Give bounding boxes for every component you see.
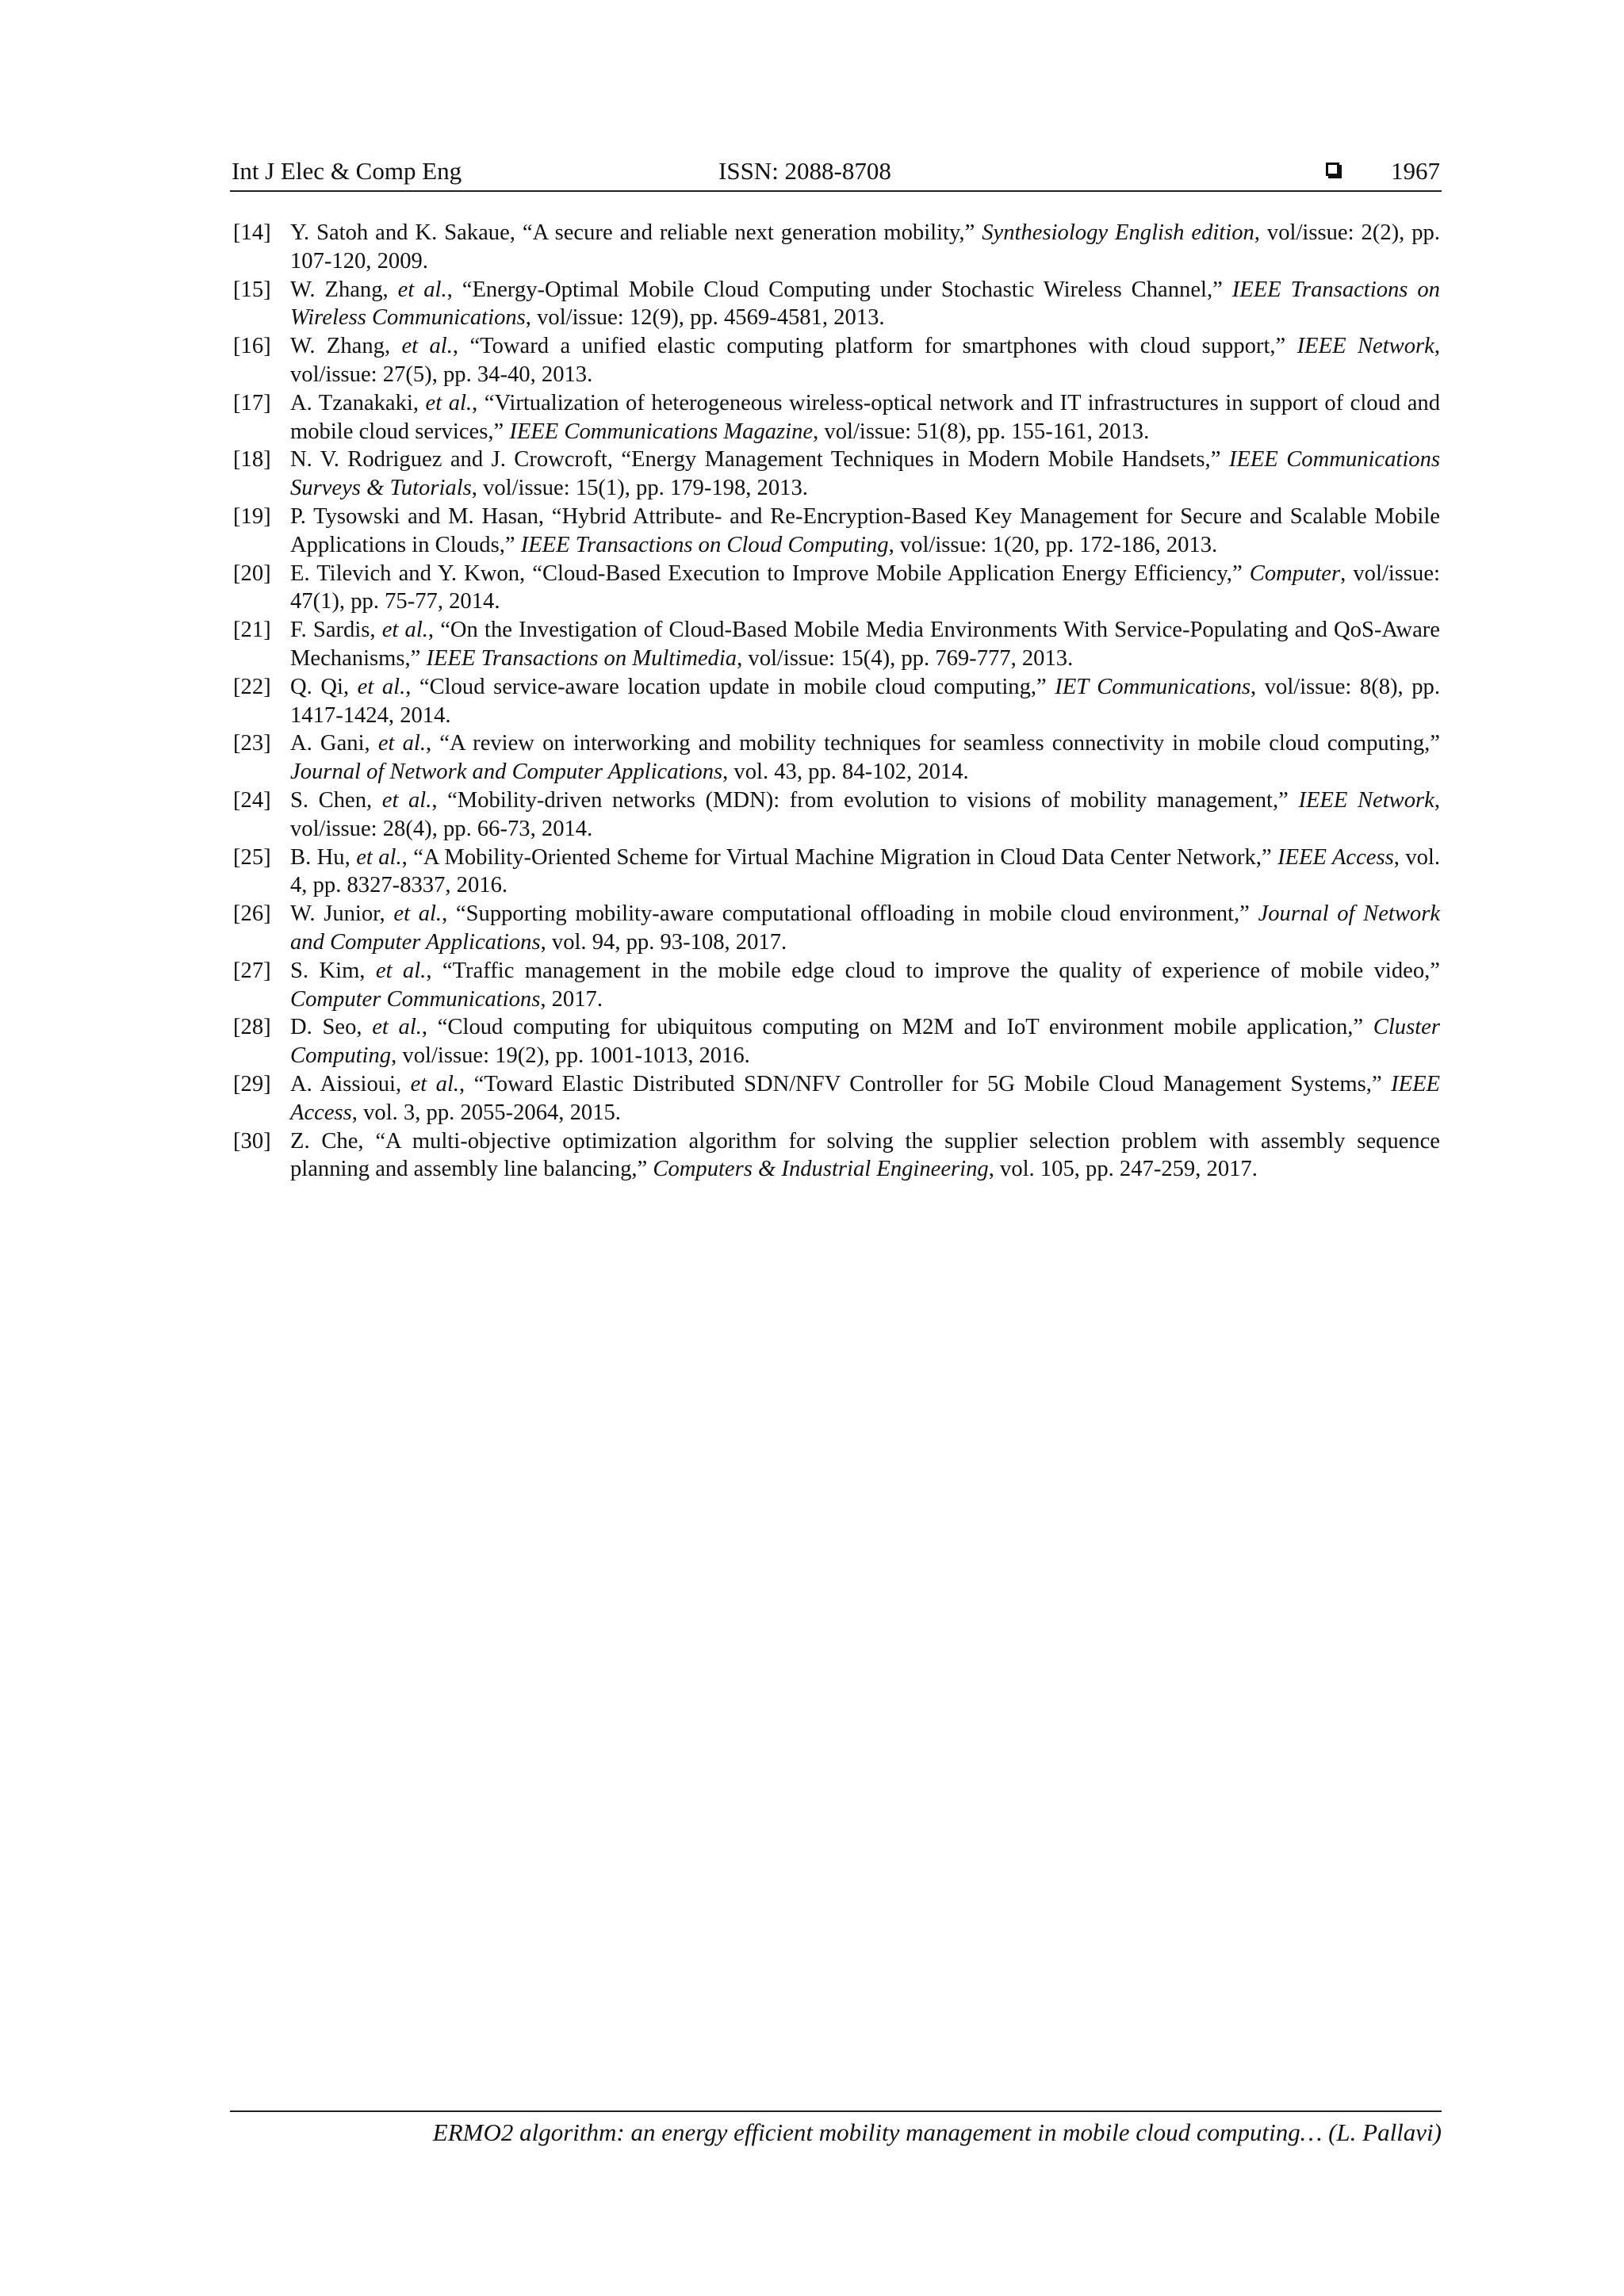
hollow-square-icon	[1326, 163, 1339, 176]
reference-item	[230, 276, 1440, 333]
reference-venue: Journal of Network and Computer Applications	[290, 901, 1441, 955]
page-number: 1967	[1391, 157, 1440, 185]
reference-number: [21]	[233, 618, 271, 643]
reference-item	[230, 503, 1440, 560]
reference-et-al: et al.	[375, 958, 427, 983]
reference-number: [30]	[233, 1128, 271, 1154]
reference-details: , vol. 3, pp. 2055-2064, 2015.	[351, 1100, 621, 1125]
reference-text	[290, 618, 1440, 671]
reference-details: , vol. 4, pp. 8327-8337, 2016.	[290, 844, 1441, 898]
reference-item	[230, 616, 1440, 673]
reference-number: [29]	[233, 1071, 271, 1096]
reference-item	[230, 389, 1440, 446]
reference-item	[230, 1070, 1440, 1127]
reference-venue: Cluster Computing	[290, 1015, 1440, 1069]
reference-authors: Z. Che, “A multi-objective optimization algorithm for solving the supplier selection problem with assembly sequence planning and assembly line balancing,”	[290, 1128, 1440, 1182]
reference-item	[230, 786, 1440, 844]
reference-title: , “Energy-Optimal Mobile Cloud Computing under Stochastic Wireless Channel,”	[446, 277, 1232, 302]
reference-item	[230, 560, 1440, 617]
journal-name: Int J Elec & Comp Eng	[232, 157, 462, 185]
reference-list	[230, 219, 1440, 1184]
reference-title: , “A review on interworking and mobility techniques for seamless connectivity in mobile cloud computing,”	[425, 731, 1441, 756]
reference-venue: IET Communications	[1055, 674, 1251, 699]
reference-number: [25]	[233, 844, 271, 870]
reference-details: , vol/issue: 19(2), pp. 1001-1013, 2016.	[391, 1043, 750, 1069]
reference-title: , “Traffic management in the mobile edge cloud to improve the quality of experience of mobile video,”	[426, 958, 1440, 983]
reference-authors: W. Zhang,	[290, 334, 402, 359]
reference-text	[290, 1072, 1440, 1125]
reference-authors: S. Chen,	[290, 787, 382, 813]
reference-number: [23]	[233, 731, 271, 756]
reference-authors: S. Kim,	[290, 958, 376, 983]
reference-number: [16]	[233, 334, 271, 359]
reference-et-al: et al.	[357, 674, 406, 699]
reference-text	[290, 959, 1440, 1012]
reference-item	[230, 1013, 1440, 1070]
reference-title: , “Toward Elastic Distributed SDN/NFV Controller for 5G Mobile Cloud Management Systems,”	[459, 1071, 1392, 1096]
reference-item	[230, 673, 1440, 730]
reference-details: , vol. 94, pp. 93-108, 2017.	[540, 929, 787, 955]
reference-et-al: et al.	[381, 787, 432, 813]
reference-authors: P. Tysowski and M. Hasan, “Hybrid Attribute- and Re-Encryption-Based Key Management for Secure and Scalable Mobile Applications in Clouds,”	[290, 503, 1440, 557]
reference-number: [20]	[233, 561, 271, 586]
reference-authors: W. Zhang,	[290, 277, 398, 302]
reference-title: , “A Mobility-Oriented Scheme for Virtual Machine Migration in Cloud Data Center Network,”	[401, 844, 1278, 870]
reference-details: , vol/issue: 15(1), pp. 179-198, 2013.	[471, 476, 808, 501]
reference-number: [26]	[233, 901, 271, 927]
reference-details: , vol/issue: 27(5), pp. 34-40, 2013.	[290, 334, 1440, 387]
reference-item	[230, 332, 1440, 389]
reference-authors: Y. Satoh and K. Sakaue, “A secure and reliable next generation mobility,”	[290, 220, 982, 245]
reference-venue: Synthesiology English edition	[982, 220, 1254, 245]
reference-details: , vol/issue: 1(20, pp. 172-186, 2013.	[888, 532, 1218, 557]
reference-details: , vol/issue: 51(8), pp. 155-161, 2013.	[813, 419, 1150, 444]
reference-details: , vol/issue: 12(9), pp. 4569-4581, 2013.	[525, 305, 885, 331]
page-header	[230, 155, 1442, 192]
reference-authors: Q. Qi,	[290, 674, 358, 699]
reference-details: , vol/issue: 8(8), pp. 1417-1424, 2014.	[290, 674, 1440, 728]
reference-details: , vol. 105, pp. 247-259, 2017.	[988, 1157, 1258, 1182]
reference-title: , “Toward a unified elastic computing platform for smartphones with cloud support,”	[452, 334, 1297, 359]
reference-details: , vol/issue: 15(4), pp. 769-777, 2013.	[737, 645, 1074, 671]
reference-et-al: et al.	[372, 1015, 422, 1040]
reference-venue: IEEE Access	[1277, 844, 1394, 870]
reference-text	[290, 1129, 1440, 1182]
reference-et-al: et al.	[425, 390, 473, 415]
running-footer-title: ERMO2 algorithm: an energy efficient mobility management in mobile cloud computing… (L. Pallavi)	[432, 2118, 1442, 2146]
issn: ISSN: 2088-8708	[718, 157, 891, 185]
reference-item	[230, 957, 1440, 1014]
reference-item	[230, 1127, 1440, 1184]
reference-venue: IEEE Communications Surveys & Tutorials	[290, 447, 1441, 501]
reference-title: , “On the Investigation of Cloud-Based Mobile Media Environments With Service-Populating and QoS-Aware Mechanisms,”	[290, 618, 1440, 671]
reference-et-al: et al.	[393, 901, 442, 927]
reference-number: [27]	[233, 958, 271, 983]
reference-text	[290, 334, 1440, 387]
reference-item	[230, 844, 1440, 901]
reference-number: [18]	[233, 447, 271, 473]
reference-venue: IEEE Transactions on Wireless Communications	[290, 277, 1440, 331]
page-footer	[230, 2110, 1442, 2149]
reference-title: , “Cloud service-aware location update in mobile cloud computing,”	[405, 674, 1055, 699]
reference-venue: Computer Communications	[290, 986, 541, 1012]
reference-title: , “Cloud computing for ubiquitous computing on M2M and IoT environment mobile application,”	[421, 1015, 1373, 1040]
reference-text	[290, 731, 1440, 784]
reference-et-al: et al.	[381, 618, 428, 643]
reference-number: [15]	[233, 277, 271, 302]
reference-title: , “Virtualization of heterogeneous wireless-optical network and IT infrastructures in support of cloud and mobile cloud services,”	[290, 390, 1440, 444]
reference-authors: B. Hu,	[290, 844, 357, 870]
reference-authors: A. Tzanakaki,	[290, 390, 426, 415]
reference-text	[290, 561, 1440, 614]
reference-authors: N. V. Rodriguez and J. Crowcroft, “Energy Management Techniques in Modern Mobile Handsets,”	[290, 447, 1229, 473]
reference-authors: F. Sardis,	[290, 618, 382, 643]
reference-number: [28]	[233, 1015, 271, 1040]
reference-et-al: et al.	[397, 277, 447, 302]
reference-authors: A. Gani,	[290, 731, 378, 756]
reference-authors: E. Tilevich and Y. Kwon, “Cloud-Based Execution to Improve Mobile Application Energy Efficiency,”	[290, 561, 1250, 586]
reference-venue: Computer	[1249, 561, 1341, 586]
reference-text	[290, 901, 1440, 955]
reference-number: [19]	[233, 503, 271, 529]
reference-venue: IEEE Network	[1298, 787, 1434, 813]
reference-text	[290, 788, 1440, 841]
reference-number: [14]	[233, 220, 271, 245]
reference-et-al: et al.	[356, 844, 402, 870]
reference-authors: A. Aissioui,	[290, 1071, 411, 1096]
reference-venue: Computers & Industrial Engineering	[653, 1157, 989, 1182]
reference-venue: IEEE Transactions on Cloud Computing	[520, 532, 889, 557]
reference-text	[290, 391, 1440, 444]
reference-item	[230, 729, 1440, 786]
reference-number: [24]	[233, 787, 271, 813]
reference-authors: W. Junior,	[290, 901, 394, 927]
reference-text	[290, 504, 1440, 557]
reference-details: , 2017.	[540, 986, 603, 1012]
reference-et-al: et al.	[401, 334, 453, 359]
reference-text	[290, 845, 1440, 898]
reference-et-al: et al.	[377, 731, 426, 756]
reference-text	[290, 277, 1440, 331]
reference-text	[290, 220, 1440, 274]
reference-authors: D. Seo,	[290, 1015, 373, 1040]
reference-item	[230, 900, 1440, 957]
reference-details: , vol/issue: 28(4), pp. 66-73, 2014.	[290, 787, 1441, 841]
reference-text	[290, 675, 1440, 728]
reference-details: , vol. 43, pp. 84-102, 2014.	[722, 760, 969, 785]
reference-number: [22]	[233, 674, 271, 699]
reference-venue: Journal of Network and Computer Applications	[290, 760, 723, 785]
reference-venue: IEEE Transactions on Multimedia	[426, 645, 737, 671]
reference-item	[230, 219, 1440, 276]
reference-text	[290, 447, 1440, 500]
reference-title: , “Supporting mobility-aware computational offloading in mobile cloud environment,”	[442, 901, 1258, 927]
reference-number: [17]	[233, 390, 271, 415]
reference-venue: IEEE Communications Magazine	[509, 419, 814, 444]
reference-text	[290, 1015, 1440, 1068]
reference-details: , vol/issue: 2(2), pp. 107-120, 2009.	[290, 220, 1440, 274]
reference-venue: IEEE Access	[290, 1071, 1440, 1125]
reference-et-al: et al.	[410, 1071, 460, 1096]
reference-venue: IEEE Network	[1297, 334, 1434, 359]
reference-title: , “Mobility-driven networks (MDN): from evolution to visions of mobility management,”	[431, 787, 1299, 813]
reference-item	[230, 446, 1440, 503]
reference-details: , vol/issue: 47(1), pp. 75-77, 2014.	[290, 561, 1440, 614]
